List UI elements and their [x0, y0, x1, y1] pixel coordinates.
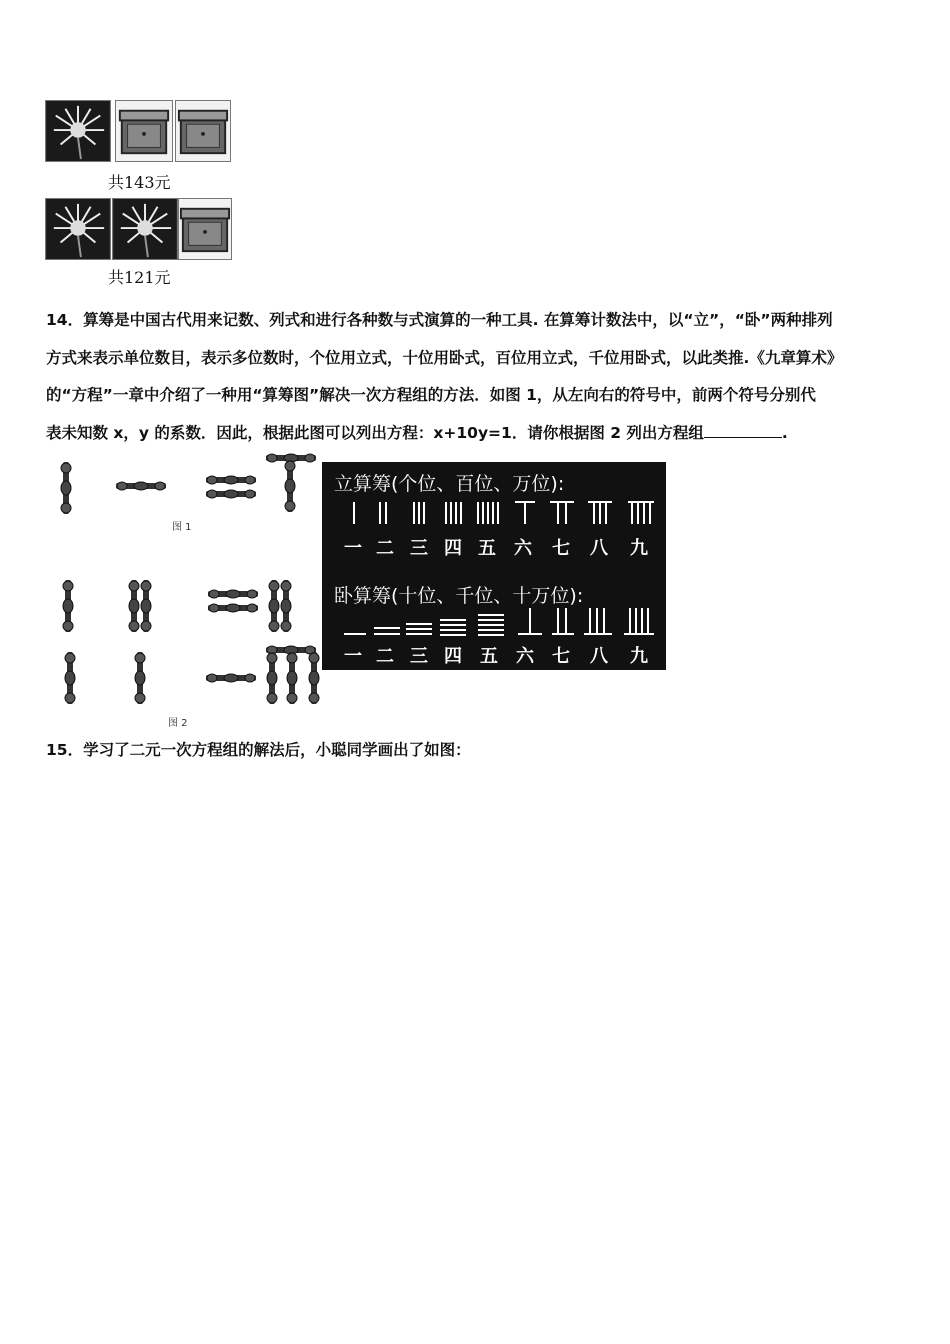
fig2-row1-rods	[63, 580, 291, 632]
v-label-9: 九	[630, 538, 648, 559]
v-label-5: 五	[478, 538, 496, 559]
vertical-numeral-labels	[344, 537, 648, 559]
v-label-6: 六	[514, 538, 532, 559]
h-label-2: 二	[376, 646, 394, 667]
h-label-4: 四	[444, 646, 462, 667]
fig1-rods	[61, 454, 316, 514]
fig2-caption: 图 2	[168, 718, 188, 729]
horizontal-title: 卧算筹(十位、千位、十万位):	[334, 585, 584, 607]
v-label-8: 八	[590, 538, 608, 559]
horizontal-numeral-labels	[344, 645, 648, 667]
q14-line-4	[46, 415, 912, 453]
v-label-1: 一	[344, 538, 362, 559]
v-label-4: 四	[444, 538, 462, 559]
h-label-9: 九	[630, 646, 648, 667]
fig2-row2-rods	[65, 646, 319, 704]
flower-photo	[45, 100, 111, 162]
vertical-title: 立算筹(个位、百位、万位):	[334, 473, 565, 495]
gift-box-photo	[178, 198, 232, 260]
q14-line-2: 方式来表示单位数目，表示多位数时，个位用立式，十位用卧式，百位用立式，千位用卧式，以此类推.《九章算术》	[46, 348, 843, 367]
h-label-6: 六	[516, 646, 534, 667]
rod-figures	[44, 452, 324, 732]
v-label-3: 三	[410, 538, 428, 559]
q15-text	[46, 732, 912, 770]
gift-box-photo	[175, 100, 231, 162]
gift-box-photo	[115, 100, 173, 162]
combo2-total: 共121元	[108, 268, 171, 287]
q15-line-1: 15．学习了二元一次方程组的解法后，小聪同学画出了如图：	[46, 741, 471, 759]
combo1-total: 共143元	[108, 173, 171, 192]
q14-line-4-end: .	[781, 423, 788, 442]
v-label-2: 二	[376, 538, 394, 559]
h-label-1: 一	[344, 646, 362, 667]
vertical-numerals	[354, 502, 654, 524]
flower-photo	[112, 198, 178, 260]
v-label-7: 七	[552, 538, 570, 559]
flower-photo	[45, 198, 111, 260]
q14-line-3: 的“方程”一章中介绍了一种用“算筹图”解决一次方程组的方法．如图 1，从左向右的符号中，前两个符号分别代	[46, 386, 816, 404]
h-label-7: 七	[552, 646, 570, 667]
h-label-3: 三	[410, 646, 428, 667]
h-label-8: 八	[590, 646, 608, 667]
h-label-5: 五	[480, 646, 498, 667]
q14-line-4-text: 表未知数 x，y 的系数．因此，根据此图可以列出方程：x+10y=1．请你根据图 2 列出方程组	[46, 423, 704, 442]
fig1-caption: 图 1	[172, 522, 192, 533]
q14-line-1: 14．算筹是中国古代用来记数、列式和进行各种数与式演算的一种工具. 在算筹计数法中，以“立”，“卧”两种排列	[46, 311, 833, 329]
q14-text	[46, 302, 912, 452]
answer-blank[interactable]	[704, 423, 782, 438]
rod-numeral-table	[322, 462, 666, 670]
horizontal-numerals	[344, 608, 654, 635]
rod-numeral-table-svg	[322, 462, 666, 670]
